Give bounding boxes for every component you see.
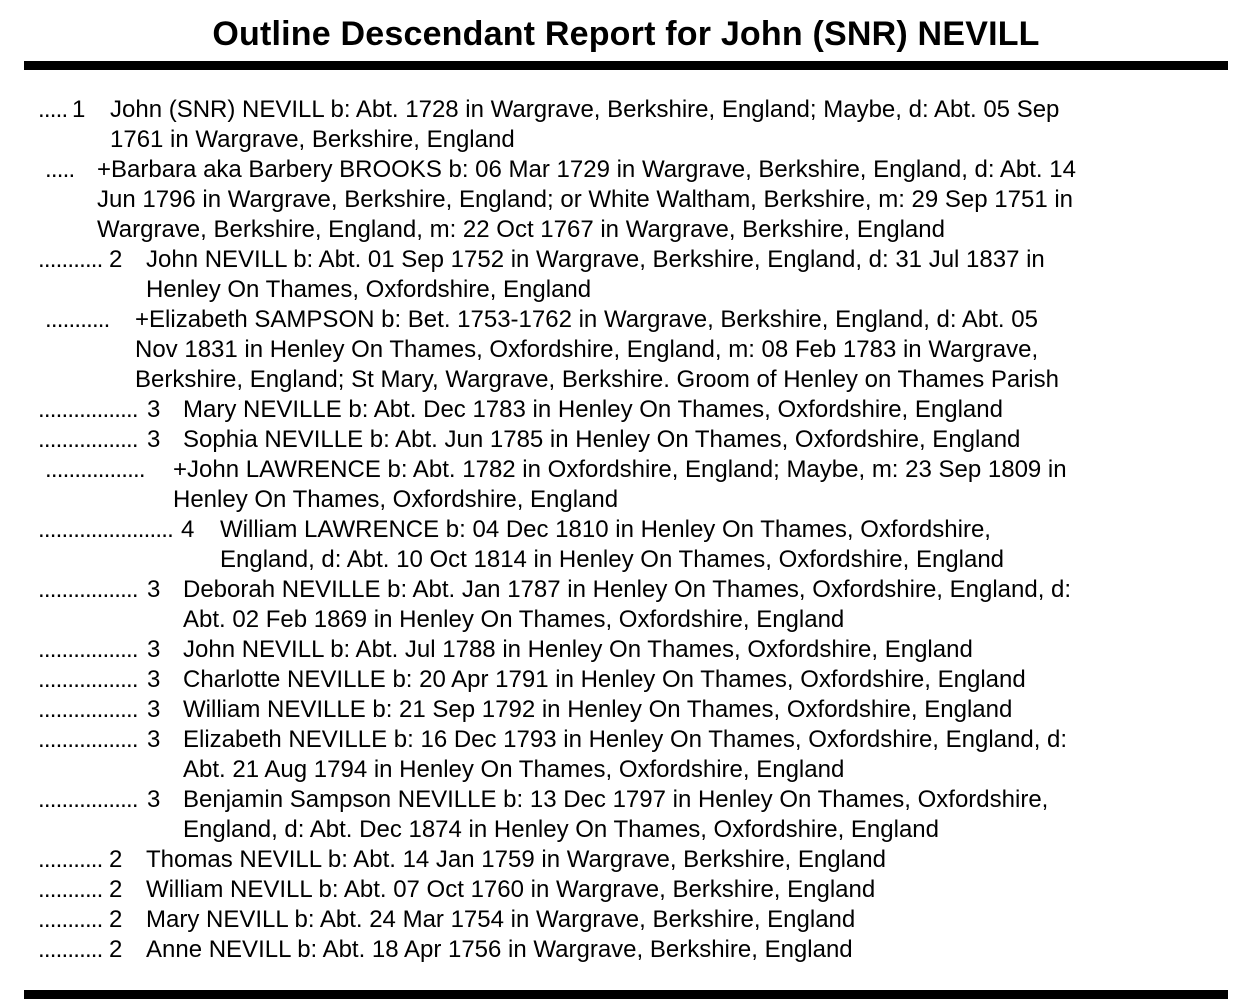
descendant-entry	[0, 785, 1252, 845]
entry-line: England, d: Abt. Dec 1874 in Henley On Thames, Oxfordshire, England	[183, 816, 939, 843]
spouse-entry	[0, 155, 1252, 245]
entry-line: John NEVILL b: Abt. Jul 1788 in Henley On Thames, Oxfordshire, England	[183, 636, 973, 663]
spouse-entry	[0, 305, 1252, 395]
entry-line: Mary NEVILL b: Abt. 24 Mar 1754 in Wargrave, Berkshire, England	[146, 906, 856, 933]
dot-leader: ...........	[38, 936, 103, 963]
spouse-entry	[0, 455, 1252, 515]
entry-line: Benjamin Sampson NEVILLE b: 13 Dec 1797 in Henley On Thames, Oxfordshire,	[183, 786, 1049, 813]
dot-leader: ...........	[38, 876, 103, 903]
entry-line: Henley On Thames, Oxfordshire, England	[173, 486, 619, 513]
entry-line: John (SNR) NEVILL b: Abt. 1728 in Wargrave, Berkshire, England; Maybe, d: Abt. 05 Sep	[110, 96, 1060, 123]
entry-line: Sophia NEVILLE b: Abt. Jun 1785 in Henley On Thames, Oxfordshire, England	[183, 426, 1021, 453]
generation-number: 3	[147, 786, 161, 813]
generation-number: 3	[147, 636, 161, 663]
entry-line: Jun 1796 in Wargrave, Berkshire, England; or White Waltham, Berkshire, m: 29 Sep 1751 in	[97, 186, 1074, 213]
entry-line: Nov 1831 in Henley On Thames, Oxfordshire, England, m: 08 Feb 1783 in Wargrave,	[135, 336, 1039, 363]
generation-number: 3	[147, 696, 161, 723]
entry-line: William NEVILLE b: 21 Sep 1792 in Henley On Thames, Oxfordshire, England	[183, 696, 1013, 723]
dot-leader: ...........	[38, 246, 103, 273]
dot-leader: .................	[38, 396, 138, 423]
descendant-entry	[0, 245, 1252, 305]
entry-line: Anne NEVILL b: Abt. 18 Apr 1756 in Wargrave, Berkshire, England	[146, 936, 853, 963]
entry-line: John NEVILL b: Abt. 01 Sep 1752 in Wargrave, Berkshire, England, d: 31 Jul 1837 in	[146, 246, 1045, 273]
dot-leader: .................	[45, 456, 145, 483]
dot-leader: ...........	[45, 306, 110, 333]
dot-leader: .................	[38, 786, 138, 813]
descendant-entry	[0, 575, 1252, 635]
entry-line: Wargrave, Berkshire, England, m: 22 Oct 1767 in Wargrave, Berkshire, England	[97, 216, 945, 243]
entry-line: Abt. 02 Feb 1869 in Henley On Thames, Oxfordshire, England	[183, 606, 845, 633]
generation-number: 2	[109, 846, 123, 873]
generation-number: 3	[147, 576, 161, 603]
dot-leader: .................	[38, 426, 138, 453]
entry-line: Berkshire, England; St Mary, Wargrave, Berkshire. Groom of Henley on Thames Parish	[135, 366, 1059, 393]
page-title: Outline Descendant Report for John (SNR) NEVILL	[212, 15, 1040, 53]
descendant-entry	[0, 665, 1252, 695]
entry-line: 1761 in Wargrave, Berkshire, England	[110, 126, 515, 153]
report-body	[0, 95, 1252, 965]
generation-number: 3	[147, 726, 161, 753]
dot-leader: .................	[38, 666, 138, 693]
descendant-entry	[0, 695, 1252, 725]
descendant-entry	[0, 725, 1252, 785]
descendant-entry	[0, 425, 1252, 455]
entry-line: Abt. 21 Aug 1794 in Henley On Thames, Oxfordshire, England	[183, 756, 845, 783]
dot-leader: .................	[38, 726, 138, 753]
descendant-entry	[0, 395, 1252, 425]
generation-number: 2	[109, 876, 123, 903]
entry-line: Thomas NEVILL b: Abt. 14 Jan 1759 in Wargrave, Berkshire, England	[146, 846, 886, 873]
entry-line: William NEVILL b: Abt. 07 Oct 1760 in Wargrave, Berkshire, England	[146, 876, 876, 903]
dot-leader: .....	[38, 96, 68, 123]
generation-number: 1	[72, 96, 86, 123]
generation-number: 2	[109, 246, 123, 273]
entry-line: Mary NEVILLE b: Abt. Dec 1783 in Henley On Thames, Oxfordshire, England	[183, 396, 1003, 423]
generation-number: 2	[109, 906, 123, 933]
descendant-entry	[0, 95, 1252, 155]
descendant-entry	[0, 635, 1252, 665]
dot-leader: .....	[45, 156, 75, 183]
generation-number: 3	[147, 426, 161, 453]
generation-number: 2	[109, 936, 123, 963]
entry-line: +Barbara aka Barbery BROOKS b: 06 Mar 1729 in Wargrave, Berkshire, England, d: Abt. 14	[97, 156, 1076, 183]
generation-number: 3	[147, 396, 161, 423]
dot-leader: .................	[38, 576, 138, 603]
title-rule	[24, 61, 1228, 70]
generation-number: 4	[181, 516, 195, 543]
entry-line: Henley On Thames, Oxfordshire, England	[146, 276, 592, 303]
entry-line: England, d: Abt. 10 Oct 1814 in Henley On Thames, Oxfordshire, England	[220, 546, 1005, 573]
dot-leader: .......................	[38, 516, 173, 543]
dot-leader: .................	[38, 636, 138, 663]
entry-line: Charlotte NEVILLE b: 20 Apr 1791 in Henley On Thames, Oxfordshire, England	[183, 666, 1026, 693]
dot-leader: .................	[38, 696, 138, 723]
dot-leader: ...........	[38, 906, 103, 933]
entry-line: +Elizabeth SAMPSON b: Bet. 1753-1762 in Wargrave, Berkshire, England, d: Abt. 05	[135, 306, 1038, 333]
entry-line: Deborah NEVILLE b: Abt. Jan 1787 in Henley On Thames, Oxfordshire, England, d:	[183, 576, 1072, 603]
entry-line: Elizabeth NEVILLE b: 16 Dec 1793 in Henley On Thames, Oxfordshire, England, d:	[183, 726, 1068, 753]
generation-number: 3	[147, 666, 161, 693]
descendant-entry	[0, 935, 1252, 965]
footer-rule	[24, 990, 1228, 999]
descendant-entry	[0, 875, 1252, 905]
descendant-entry	[0, 845, 1252, 875]
descendant-entry	[0, 515, 1252, 575]
dot-leader: ...........	[38, 846, 103, 873]
entry-line: +John LAWRENCE b: Abt. 1782 in Oxfordshire, England; Maybe, m: 23 Sep 1809 in	[173, 456, 1067, 483]
descendant-entry	[0, 905, 1252, 935]
entry-line: William LAWRENCE b: 04 Dec 1810 in Henley On Thames, Oxfordshire,	[220, 516, 991, 543]
